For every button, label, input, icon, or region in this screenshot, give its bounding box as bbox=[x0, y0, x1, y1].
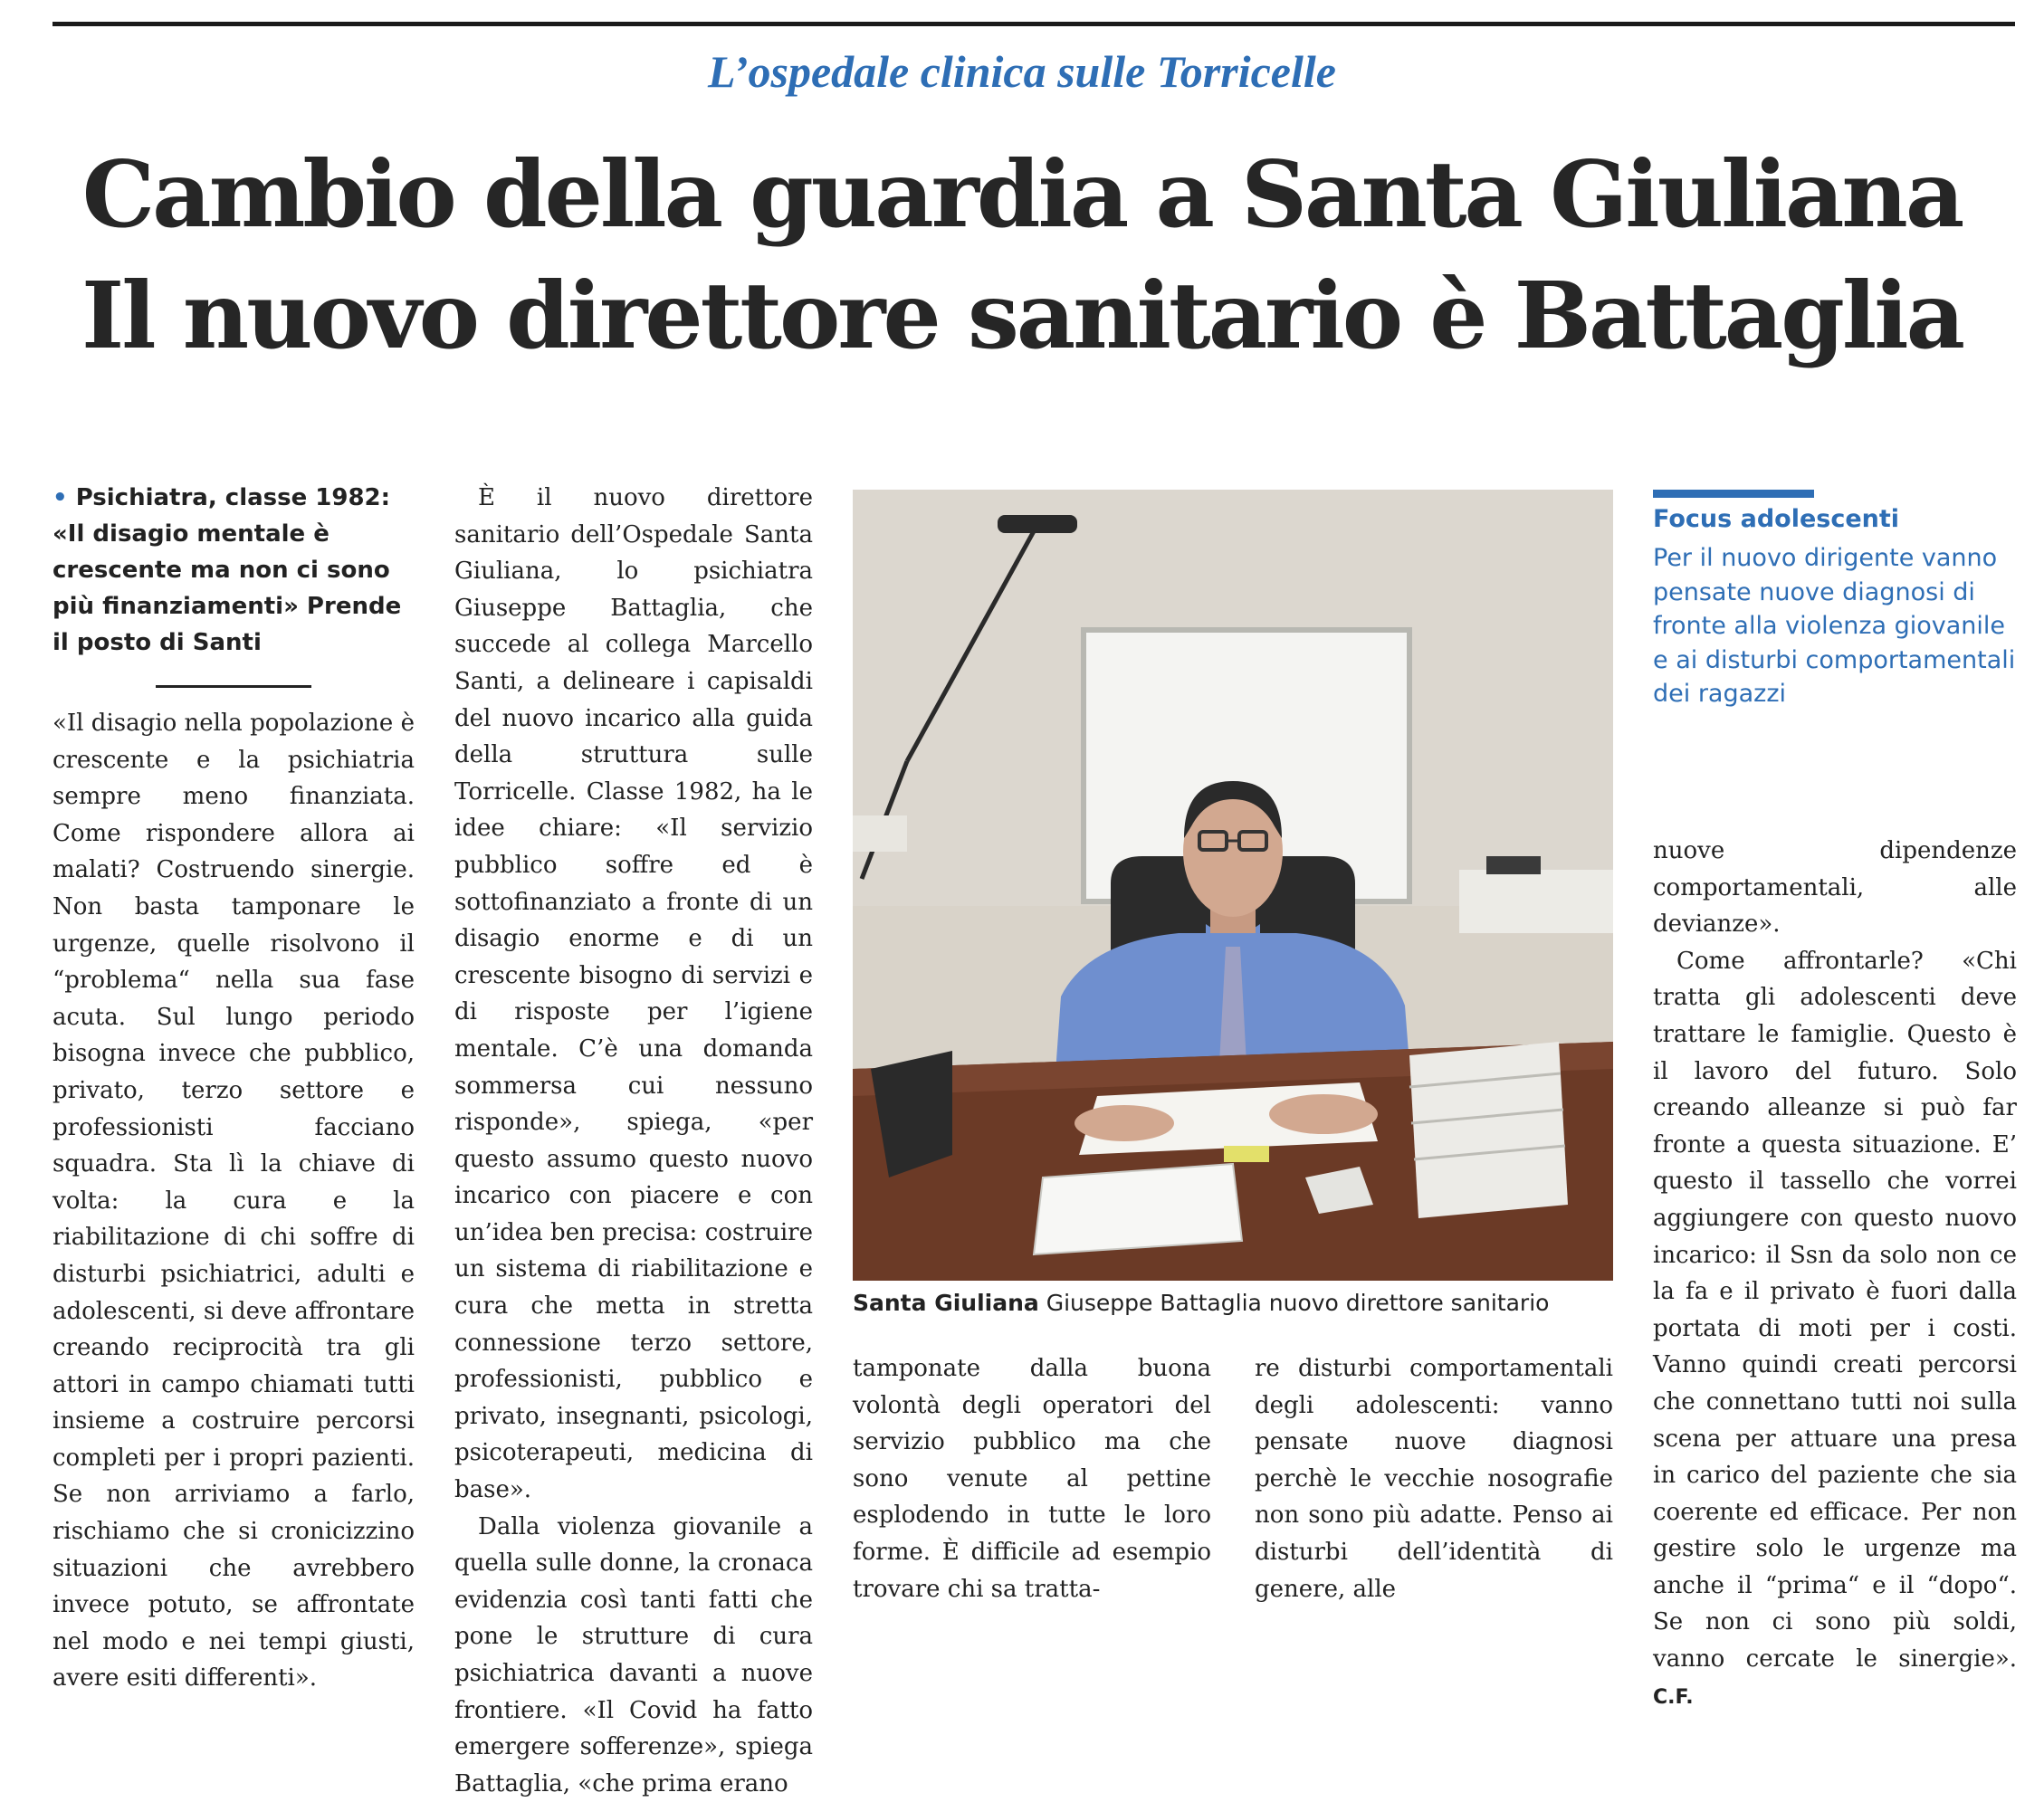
article-paragraph: tamponate dalla buona volontà degli operatori del servizio pubblico ma che sono venute al pettine esplodendo in tutte le loro forme. È difficile ad esempio trovare chi sa tratta- bbox=[853, 1355, 1211, 1603]
summary-bullet: • bbox=[53, 484, 68, 511]
summary-text: Psichiatra, classe 1982: «Il disagio mentale è crescente ma non ci sono più finanziamenti» Prende il posto di Santi bbox=[53, 484, 402, 656]
author-signature: C.F. bbox=[1653, 1685, 1694, 1709]
article-paragraph-text: Come affrontarle? «Chi tratta gli adolescenti deve trattare le famiglie. Questo è il lavoro del futuro. Solo creando alleanze si può far fronte a questa situazione. E’ questo il tassello che vorrei aggiungere con questo nuovo incarico: il Ssn da solo non ce la fa e il privato è fuori dalla portata di moti per i costi. Vanno quindi creati percorsi che connettano tutti noi sulla scena per attuare una presa in carico del paziente che sia coerente ed efficace. Per non gestire solo le urgenze ma anche il “prima“ e il “dopo“. Se non ci sono più soldi, vanno cercate le sinergie». bbox=[1653, 947, 2017, 1673]
photo-caption bbox=[853, 1290, 1613, 1316]
article-paragraph: nuove dipendenze comportamentali, alle devianze». bbox=[1653, 837, 2017, 939]
article-paragraph bbox=[1653, 943, 2017, 1716]
article-paragraph: re disturbi comportamentali degli adolescenti: vanno pensate nuove diagnosi perchè le vecchie nosografie non sono più adatte. Penso ai disturbi dell’identità di genere, alle bbox=[1255, 1355, 1613, 1603]
article-paragraph: È il nuovo direttore sanitario dell’Ospedale Santa Giuliana, lo psichiatra Giuseppe Battaglia, che succede al collega Marcello Santi, a delineare i capisaldi del nuovo incarico alla guida della struttura sulle Torricelle. Classe 1982, ha le idee chiare: «Il servizio pubblico soffre ed è sottofinanziato a fronte di un disagio enorme e di un crescente bisogno di servizi e di risposte per l’igiene mentale. C’è una domanda sommersa cui nessuno risponde», spiega, «per questo assumo questo nuovo incarico con piacere e con un’idea ben precisa: costruire un sistema di riabilitazione e cura che metta in stretta connessione terzo settore, professionisti, pubblico e privato, insegnanti, psicologi, psicoterapeuti, medicina di base». bbox=[454, 484, 813, 1504]
article-paragraph: «Il disagio nella popolazione è crescente e la psichiatria sempre meno finanziata. Come rispondere allora ai malati? Costruendo sinergie. Non basta tamponare le urgenze, quelle risolvono il “problema“ nella sua fase acuta. Sul lungo periodo bisogna invece che pubblico, privato, terzo settore e professionisti facciano squadra. Sta lì la chiave di volta: la cura e la riabilitazione di chi soffre di disturbi psichiatrici, adulti e adolescenti, si deve affrontare creando reciprocità tra gli attori in campo chiamati tutti insieme a costruire percorsi completi per i propri pazienti. Se non arriviamo a farlo, rischiamo che si cronicizzino situazioni che avrebbero invece potuto, se affrontate nel modo e nei tempi giusti, avere esiti differenti». bbox=[53, 710, 415, 1692]
article-column-4 bbox=[1255, 1350, 1613, 1607]
article-column-2 bbox=[454, 480, 813, 1802]
caption-text: Giuseppe Battaglia nuovo direttore sanitario bbox=[1046, 1290, 1550, 1316]
article-photo bbox=[853, 490, 1613, 1281]
sidebar-rule bbox=[1653, 490, 1814, 498]
headline-line-2: Il nuovo direttore sanitario è Battaglia bbox=[81, 262, 1963, 369]
kicker: L’ospedale clinica sulle Torricelle bbox=[708, 46, 1336, 97]
article-column-1 bbox=[53, 705, 415, 1697]
article-column-3 bbox=[853, 1350, 1211, 1607]
top-rule bbox=[53, 22, 2015, 26]
headline bbox=[0, 134, 2044, 377]
sidebar-title: Focus adolescenti bbox=[1653, 505, 1900, 533]
article-paragraph: Dalla violenza giovanile a quella sulle donne, la cronaca evidenzia così tanti fatti che pone le strutture di cura psichiatrica davanti a nuove frontiere. «Il Covid ha fatto emergere sofferenze», spiega Battaglia, «che prima erano bbox=[454, 1512, 813, 1797]
caption-lead: Santa Giuliana bbox=[853, 1290, 1039, 1316]
summary-divider bbox=[156, 685, 311, 688]
summary bbox=[53, 480, 415, 661]
sidebar-text: Per il nuovo dirigente vanno pensate nuove diagnosi di fronte alla violenza giovanile e ai disturbi comportamentali dei ragazzi bbox=[1653, 544, 2016, 708]
headline-line-1: Cambio della guardia a Santa Giuliana bbox=[81, 140, 1963, 248]
